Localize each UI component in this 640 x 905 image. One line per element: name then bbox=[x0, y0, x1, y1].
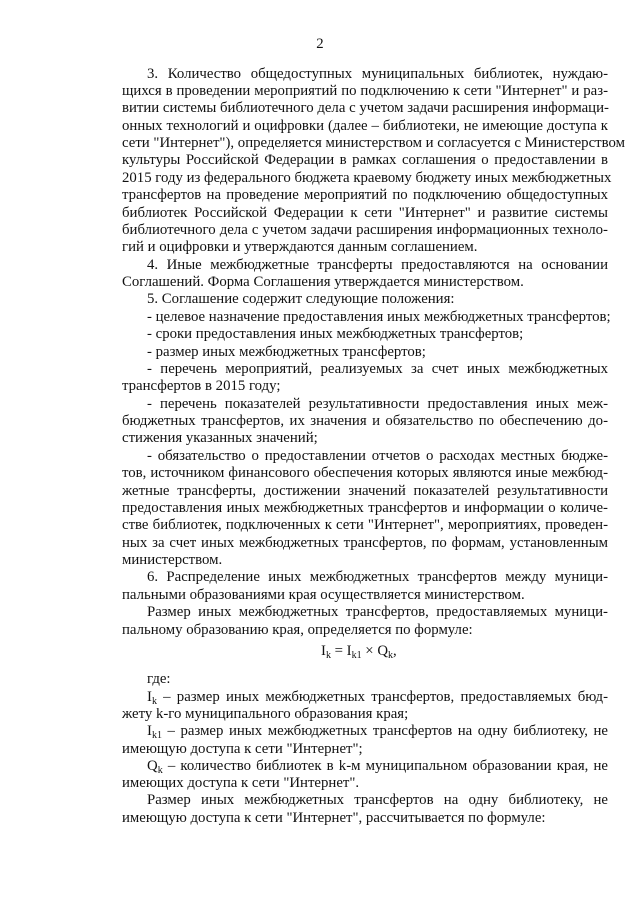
list-item-line: жетные трансферты, достижении значений показателей результативности bbox=[122, 482, 608, 499]
list-item-line: министерством. bbox=[122, 552, 223, 568]
list-item-line: - размер иных межбюджетных трансфертов; bbox=[147, 343, 426, 360]
list-item-line: - целевое назначение предоставления иных межбюджетных трансфертов; bbox=[147, 308, 611, 325]
list-item-line: бюджетных трансфертов, их значения и обязательство по обеспечению до- bbox=[122, 413, 608, 429]
paragraph-line: 2015 году из федерального бюджета краевому бюджету иных межбюджетных bbox=[122, 169, 612, 186]
definition-subscript: k bbox=[151, 695, 157, 707]
paragraph-line: 6. Распределение иных межбюджетных трансфертов между муници- bbox=[147, 569, 608, 586]
paragraph-line: трансфертов на проведение мероприятий по подключению общедоступных bbox=[122, 187, 608, 204]
definition-ik1 bbox=[122, 723, 608, 758]
paragraph-3 bbox=[122, 65, 625, 257]
paragraph-line: 5. Соглашение содержит следующие положения: bbox=[147, 291, 455, 308]
definition-text: – размер иных межбюджетных трансфертов на одну библиотеку, не bbox=[161, 723, 608, 740]
paragraph-line: культуры Российской Федерации в рамках соглашения о предоставлении в bbox=[122, 152, 608, 169]
definition-symbol: I bbox=[147, 723, 152, 740]
where-label: где: bbox=[147, 671, 171, 688]
definition-text: – количество библиотек в k-м муниципальном образовании края, не bbox=[162, 757, 608, 774]
definition-symbol: Q bbox=[147, 757, 158, 774]
paragraph-line: Размер иных межбюджетных трансфертов, предоставляемых муници- bbox=[147, 604, 608, 621]
definition-ik bbox=[122, 689, 608, 724]
paragraph-6 bbox=[122, 569, 608, 604]
paragraph-line: пальными образованиями края осуществляется министерством. bbox=[122, 586, 525, 603]
list-item-line: предоставления иных межбюджетных трансфертов и информации о количе- bbox=[122, 499, 608, 516]
list-item bbox=[122, 448, 608, 570]
paragraph-line: имеющую доступа к сети "Интернет", рассчитывается по формуле: bbox=[122, 809, 546, 826]
paragraph-5 bbox=[122, 291, 608, 308]
list-item-line: трансфертов в 2015 году; bbox=[122, 378, 281, 395]
document-body bbox=[122, 65, 625, 639]
paragraph-line: витии системы библиотечного дела с учетом задачи расширения информаци- bbox=[122, 100, 609, 117]
list-item bbox=[122, 308, 611, 326]
definition-symbol: I bbox=[147, 688, 152, 705]
definition-line bbox=[122, 723, 608, 740]
list-item-line: стижения указанных значений; bbox=[122, 430, 318, 447]
definition-line: имеющих доступа к сети "Интернет". bbox=[122, 775, 360, 792]
list-item bbox=[122, 361, 608, 396]
paragraph-line: библиотек Российской Федерации к сети "Интернет" и развитие системы bbox=[122, 204, 608, 221]
formula-symbol: I bbox=[321, 643, 326, 659]
definition-text: – размер иных межбюджетных трансфертов, предоставляемых бюд- bbox=[156, 688, 608, 705]
page-number: 2 bbox=[316, 36, 324, 52]
formula-symbol: , bbox=[393, 643, 397, 659]
list-item-line: тов, источником финансового обеспечения которых являются иные межбюд- bbox=[122, 465, 608, 482]
list-item-line: - перечень показателей результативности предоставления иных меж- bbox=[147, 395, 608, 412]
definition-line bbox=[122, 758, 608, 775]
paragraph-7 bbox=[122, 604, 608, 639]
paragraph-8 bbox=[122, 792, 608, 827]
paragraph-line: онных технологий и оцифровки (далее – библиотеки, не имеющие доступа к bbox=[122, 117, 608, 134]
list-item bbox=[122, 344, 608, 361]
list-item-line: - перечень мероприятий, реализуемых за счет иных межбюджетных bbox=[147, 360, 608, 377]
list-item-line: стве библиотек, подключенных к сети "Интернет", мероприятиях, проведен- bbox=[122, 517, 608, 534]
paragraph-line: 3. Количество общедоступных муниципальных библиотек, нуждаю- bbox=[147, 65, 608, 82]
definition-subscript: k1 bbox=[151, 730, 162, 742]
definition-line: имеющую доступа к сети "Интернет"; bbox=[122, 740, 363, 757]
formula-subscript: k bbox=[325, 650, 331, 661]
formula-symbol: = I bbox=[330, 643, 352, 659]
list-item-line: - обязательство о предоставлении отчетов о расходах местных бюдже- bbox=[147, 447, 608, 464]
list-item-line: ных за счет иных межбюджетных трансфертов, по формам, установленным bbox=[122, 534, 608, 551]
paragraph-line: 4. Иные межбюджетные трансферты предоставляются на основании bbox=[147, 256, 608, 273]
definition-line: жету k-го муниципального образования края; bbox=[122, 705, 409, 722]
definition-subscript: k bbox=[157, 764, 163, 776]
paragraph-line: пальному образованию края, определяется по формуле: bbox=[122, 621, 473, 638]
formula bbox=[321, 642, 397, 660]
list-item bbox=[122, 326, 608, 343]
paragraph-line: Соглашений. Форма Соглашения утверждается министерством. bbox=[122, 274, 524, 290]
definition-qk bbox=[122, 758, 608, 793]
paragraph-line: сети "Интернет"), определяется министерством и согласуется с Министерством bbox=[122, 135, 625, 151]
paragraph-line: Размер иных межбюджетных трансфертов на одну библиотеку, не bbox=[147, 792, 608, 809]
paragraph-line: библиотечного дела с учетом задачи расширения информационных техноло- bbox=[122, 221, 608, 238]
formula-symbol: × Q bbox=[361, 643, 389, 659]
paragraph-4 bbox=[122, 257, 608, 292]
formula-subscript: k1 bbox=[351, 650, 362, 661]
paragraph-line: щихся в проведении мероприятий по подключению к сети "Интернет" и раз- bbox=[122, 82, 608, 99]
list-item-line: - сроки предоставления иных межбюджетных трансфертов; bbox=[147, 326, 524, 343]
list-item bbox=[122, 396, 608, 448]
definition-line bbox=[122, 689, 608, 706]
formula-subscript: k bbox=[388, 650, 394, 661]
formula-definitions bbox=[122, 671, 608, 827]
paragraph-line: гий и оцифровки и утверждаются данным соглашением. bbox=[122, 239, 478, 256]
